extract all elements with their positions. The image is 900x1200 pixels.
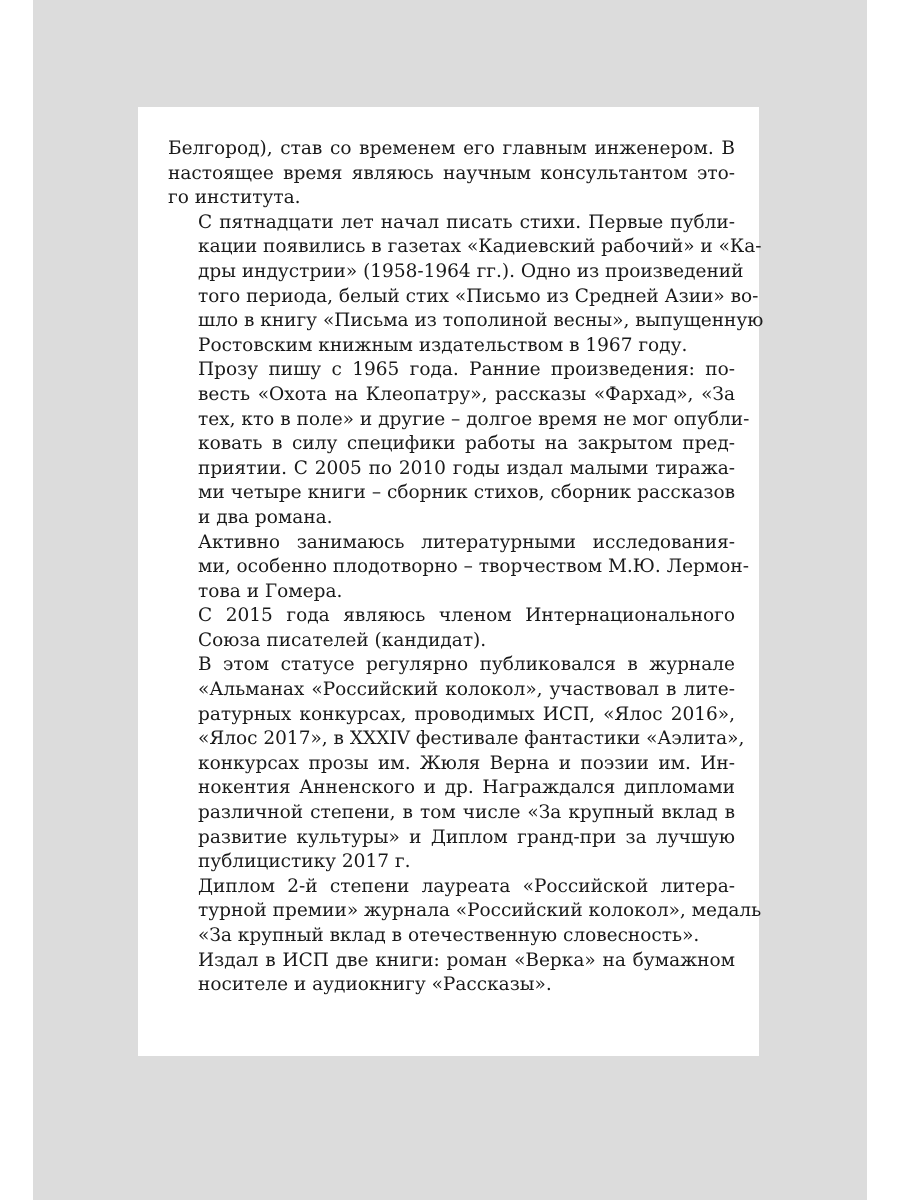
- text-line: ми четыре книги – сборник стихов, сборник рассказов: [198, 482, 735, 504]
- paragraph: [168, 531, 749, 605]
- text-line: приятии. С 2005 по 2010 годы издал малыми тиража-: [198, 457, 735, 479]
- text-line: весть «Охота на Клеопатру», рассказы «Фархад», «За: [198, 383, 735, 405]
- text-line: ковать в силу специфики работы на закрытом пред-: [198, 433, 735, 455]
- text-line: Активно занимаюсь литературными исследования-: [198, 531, 735, 553]
- text-line: Ростовским книжным издательством в 1967 году.: [198, 334, 688, 356]
- text-line: «За крупный вклад в отечественную словесность».: [198, 925, 700, 946]
- text-line: това и Гомера.: [198, 580, 343, 602]
- text-line: Диплом 2-й степени лауреата «Российской литера-: [198, 875, 735, 897]
- text-line: «Ялос 2017», в XXXIV фестивале фантастики «Аэлита»,: [198, 728, 745, 750]
- text-line: и два романа.: [198, 506, 333, 528]
- text-line: ми, особенно плодотворно – творчеством М.Ю. Лермон-: [198, 556, 749, 578]
- text-line: В этом статусе регулярно публиковался в журнале: [198, 654, 735, 676]
- text-line: Союза писателей (кандидат).: [198, 629, 487, 651]
- book-page: [138, 107, 764, 1056]
- text-line: того периода, белый стих «Письмо из Средней Азии» во-: [198, 285, 759, 307]
- text-line: тех, кто в поле» и другие – долгое время не мог опубли-: [198, 408, 750, 430]
- paragraph: [168, 604, 735, 653]
- text-line: дры индустрии» (1958-1964 гг.). Одно из произведений: [198, 260, 744, 282]
- text-line: Белгород), став со временем его главным инженером. В: [168, 138, 735, 159]
- text-line: турной премии» журнала «Российский колокол», медаль: [198, 900, 762, 922]
- text-line: кации появились в газетах «Кадиевский рабочий» и «Ка-: [198, 236, 762, 258]
- paragraph: [168, 875, 762, 949]
- paragraph: [168, 137, 735, 211]
- page-body-text: [168, 137, 764, 998]
- text-line: развитие культуры» и Диплом гранд-при за лучшую: [198, 826, 735, 848]
- text-line: С пятнадцати лет начал писать стихи. Первые публи-: [198, 211, 735, 233]
- paragraph: [168, 653, 745, 874]
- text-line: го института.: [168, 187, 301, 209]
- text-line: ратурных конкурсах, проводимых ИСП, «Ялос 2016»,: [198, 703, 735, 725]
- paragraph: [168, 211, 764, 359]
- text-line: носителе и аудиокнигу «Рассказы».: [198, 974, 552, 996]
- text-line: шло в книгу «Письма из тополиной весны», выпущенную: [198, 310, 764, 332]
- text-line: «Альманах «Российский колокол», участвовал в лите-: [198, 679, 735, 701]
- text-line: Прозу пишу с 1965 года. Ранние произведения: по-: [198, 359, 735, 381]
- text-line: Издал в ИСП две книги: роман «Верка» на бумажном: [198, 949, 735, 971]
- paragraph: [168, 358, 750, 530]
- text-line: настоящее время являюсь научным консультантом это-: [168, 162, 735, 184]
- text-line: С 2015 года являюсь членом Интернационального: [198, 605, 735, 627]
- text-line: различной степени, в том числе «За крупный вклад в: [198, 802, 735, 824]
- text-line: публицистику 2017 г.: [198, 851, 411, 873]
- text-line: конкурсах прозы им. Жюля Верна и поэзии им. Ин-: [198, 752, 735, 774]
- text-line: нокентия Анненского и др. Награждался дипломами: [198, 777, 735, 799]
- paragraph: [168, 949, 735, 998]
